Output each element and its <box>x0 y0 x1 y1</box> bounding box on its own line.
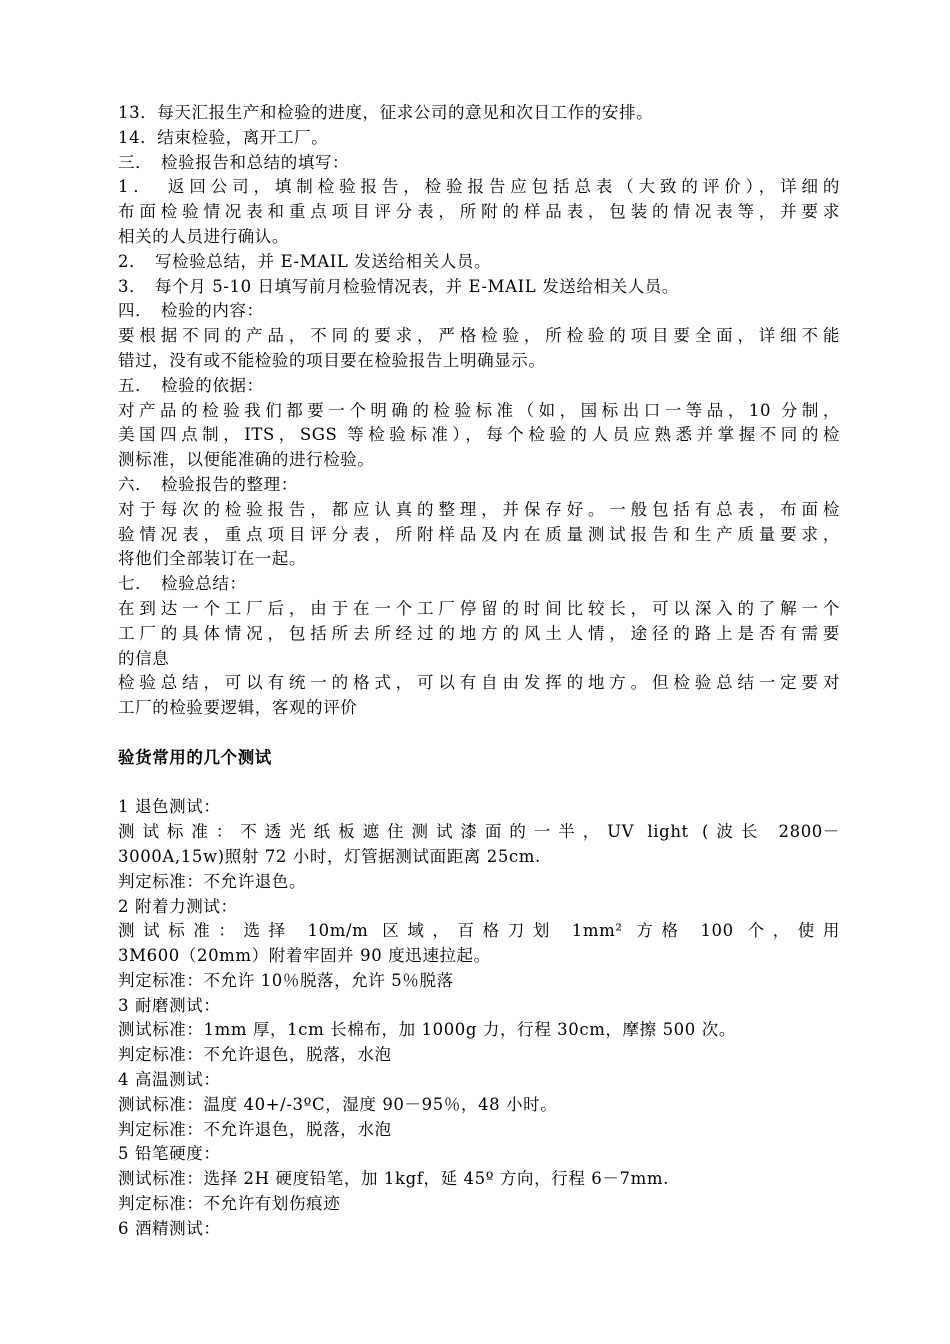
text-line: 的信息 <box>118 648 170 668</box>
text-line: 判定标准：不允许退色，脱落，水泡 <box>118 1045 392 1065</box>
tests-section <box>118 795 840 1241</box>
text-line: 美国四点制，ITS，SGS 等检验标准），每个检验的人员应熟悉并掌握不同的检 <box>118 425 840 445</box>
text-line: 在到达一个工厂后，由于在一个工厂停留的时间比较长，可以深入的了解一个 <box>118 598 840 618</box>
text-line: 14．结束检验，离开工厂。 <box>118 127 329 147</box>
text-line: 将他们全部装订在一起。 <box>118 549 307 569</box>
text-line: 相关的人员进行确认。 <box>118 226 289 246</box>
test-title: 4 高温测试： <box>118 1070 221 1090</box>
text-line: 对于每次的检验报告，都应认真的整理，并保存好。一般包括有总表，布面检 <box>118 499 840 519</box>
tests-heading: 验货常用的几个测试 <box>118 747 272 767</box>
test-title: 3 耐磨测试： <box>118 995 221 1015</box>
inspection-procedure-section <box>118 101 840 721</box>
text-line: 测标准，以便能准确的进行检验。 <box>118 450 375 470</box>
document-page <box>118 101 840 1242</box>
text-line: 13．每天汇报生产和检验的进度，征求公司的意见和次日工作的安排。 <box>118 103 654 122</box>
section-heading-5: 五． 检验的依据： <box>118 375 264 395</box>
test-title: 2 附着力测试： <box>118 896 238 916</box>
text-line: 判定标准：不允许退色，脱落，水泡 <box>118 1119 392 1139</box>
text-line: 工厂的检验要逻辑，客观的评价 <box>118 698 358 718</box>
text-line: 错过，没有或不能检验的项目要在检验报告上明确显示。 <box>118 350 546 370</box>
text-line: 验情况表，重点项目评分表，所附样品及内在质量测试报告和生产质量要求， <box>118 524 840 544</box>
test-title: 6 酒精测试： <box>118 1218 221 1238</box>
paragraph-gap <box>118 721 840 746</box>
section-heading-6: 六． 检验报告的整理： <box>118 474 298 494</box>
text-line: 判定标准：不允许退色。 <box>118 871 307 891</box>
text-line: 1． 返回公司，填制检验报告，检验报告应包括总表（大致的评价），详细的 <box>118 177 840 197</box>
text-line: 判定标准：不允许有划伤痕迹 <box>118 1194 341 1214</box>
test-title: 1 退色测试： <box>118 797 221 817</box>
text-line: 测试标准：温度 40+/-3ºC，湿度 90－95％，48 小时。 <box>118 1094 558 1114</box>
text-line: 检验总结，可以有统一的格式，可以有自由发挥的地方。但检验总结一定要对 <box>118 673 840 693</box>
text-line: 对产品的检验我们都要一个明确的检验标准（如，国标出口一等品，10 分制， <box>118 400 840 420</box>
text-line: 测试标准：1mm 厚，1cm 长棉布，加 1000g 力，行程 30cm，摩擦 500 次。 <box>118 1020 736 1040</box>
section-heading-3: 三． 检验报告和总结的填写： <box>118 152 350 172</box>
text-line: 2． 写检验总结，并 E-MAIL 发送给相关人员。 <box>118 251 492 271</box>
text-line: 测试标准：不透光纸板遮住测试漆面的一半，UV light (波长 2800－ <box>118 822 840 842</box>
text-line: 要根据不同的产品，不同的要求，严格检验，所检验的项目要全面，详细不能 <box>118 326 840 346</box>
text-line: 3． 每个月 5-10 日填写前月检验情况表，并 E-MAIL 发送给相关人员。 <box>118 276 680 296</box>
text-line: 布面检验情况表和重点项目评分表，所附的样品表，包装的情况表等，并要求 <box>118 202 840 222</box>
section-heading-4: 四． 检验的内容： <box>118 301 264 321</box>
test-title: 5 铅笔硬度： <box>118 1144 221 1164</box>
section-heading-7: 七． 检验总结： <box>118 574 247 594</box>
text-line: 测试标准：选择 2H 硬度铅笔，加 1kgf，延 45º 方向，行程 6－7mm. <box>118 1169 669 1189</box>
text-line: 判定标准：不允许 10％脱落，允许 5％脱落 <box>118 970 454 990</box>
text-line: 工厂的具体情况，包括所去所经过的地方的风土人情，途径的路上是否有需要 <box>118 623 840 643</box>
paragraph-gap <box>118 771 840 796</box>
text-line: 测试标准：选择 10m/m 区域，百格刀划 1mm² 方格 100 个，使用 <box>118 921 840 941</box>
text-line: 3M600（20mm）附着牢固并 90 度迅速拉起。 <box>118 946 491 966</box>
text-line: 3000A,15w)照射 72 小时，灯管据测试面距离 25cm. <box>118 846 541 866</box>
